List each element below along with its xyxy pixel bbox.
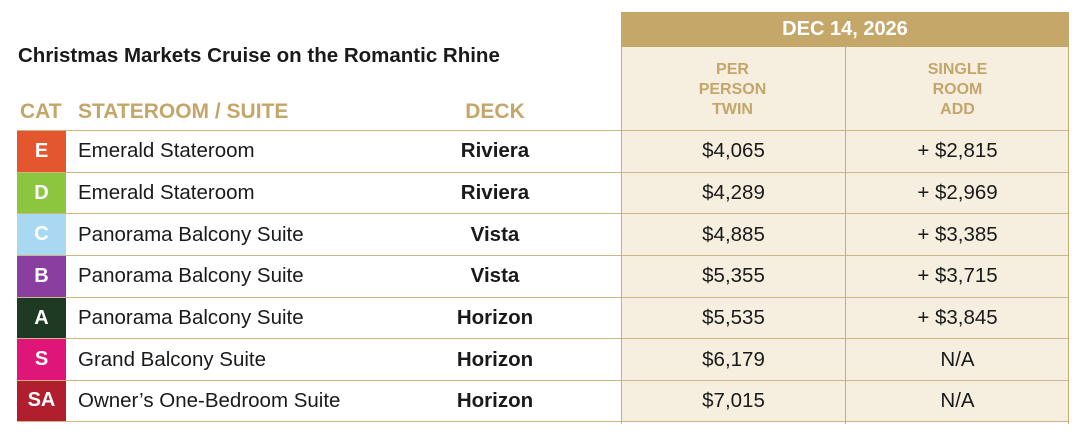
single-room-add: + $2,815: [917, 139, 998, 163]
per-person-price: $6,179: [702, 347, 765, 371]
per-person-price: $7,015: [702, 388, 765, 412]
per-person-price: $4,065: [702, 139, 765, 163]
single-room-add: + $2,969: [917, 181, 998, 205]
deck-name: Riviera: [460, 181, 530, 205]
deck-name: Vista: [470, 222, 520, 246]
single-room-add: N/A: [940, 388, 975, 412]
single-room-add-header: SINGLE ROOM ADD: [927, 61, 988, 118]
page-title: Christmas Markets Cruise on the Romantic Rhine: [18, 44, 500, 67]
cat-column-header: CAT: [20, 100, 62, 123]
category-badge: S: [17, 339, 66, 380]
single-room-add: + $3,715: [917, 264, 998, 288]
table-row: [17, 130, 1069, 172]
category-badge: E: [17, 131, 66, 172]
stateroom-name: Panorama Balcony Suite: [78, 222, 304, 246]
category-badge: C: [17, 214, 66, 255]
table-row: [17, 172, 1069, 214]
category-badge: D: [17, 173, 66, 214]
stateroom-column-header: STATEROOM / SUITE: [78, 100, 289, 123]
sailing-date: DEC 14, 2026: [621, 12, 1069, 47]
deck-name: Vista: [470, 264, 520, 288]
table-row: [17, 255, 1069, 297]
deck-name: Horizon: [456, 347, 534, 371]
table-row: [17, 297, 1069, 339]
single-room-add: + $3,385: [917, 222, 998, 246]
deck-name: Horizon: [456, 306, 534, 330]
per-person-price: $4,289: [702, 181, 765, 205]
per-person-twin-header: PER PERSON TWIN: [698, 61, 767, 118]
stateroom-name: Panorama Balcony Suite: [78, 264, 304, 288]
stateroom-name: Owner’s One-Bedroom Suite: [78, 388, 341, 412]
stateroom-name: Emerald Stateroom: [78, 181, 255, 205]
deck-name: Horizon: [456, 388, 534, 412]
single-room-add: + $3,845: [917, 306, 998, 330]
deck-name: Riviera: [460, 139, 530, 163]
price-table: [17, 130, 1069, 422]
column-divider: [845, 47, 846, 424]
column-divider: [621, 47, 622, 424]
stateroom-name: Panorama Balcony Suite: [78, 306, 304, 330]
table-row: [17, 213, 1069, 255]
per-person-price: $4,885: [702, 222, 765, 246]
table-row: [17, 338, 1069, 380]
category-badge: B: [17, 256, 66, 297]
stateroom-name: Emerald Stateroom: [78, 139, 255, 163]
category-badge: A: [17, 298, 66, 339]
column-divider: [1068, 47, 1069, 424]
single-room-add: N/A: [940, 347, 975, 371]
stateroom-name: Grand Balcony Suite: [78, 347, 267, 371]
category-badge: SA: [17, 381, 66, 421]
deck-column-header: DECK: [465, 100, 525, 123]
per-person-price: $5,535: [702, 306, 765, 330]
per-person-price: $5,355: [702, 264, 765, 288]
table-row: [17, 380, 1069, 422]
